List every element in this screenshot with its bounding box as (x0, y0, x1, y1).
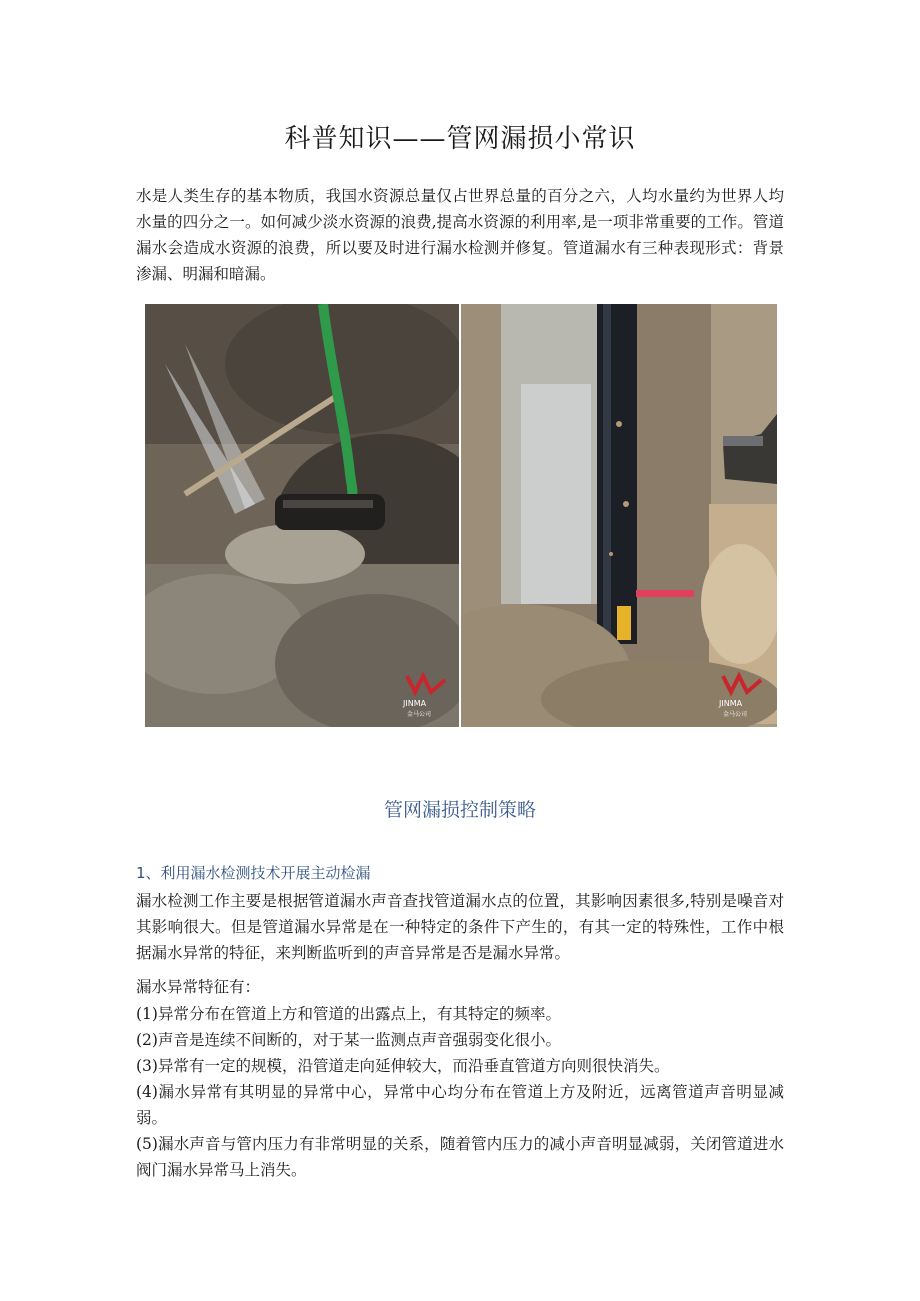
page-title: 科普知识——管网漏损小常识 (284, 124, 636, 154)
section-title: 管网漏损控制策略 (383, 799, 536, 821)
list-item: (3)异常有一定的规模，沿管道走向延伸较大，而沿垂直管道方向则很快消失。 (136, 1057, 670, 1075)
features-list (136, 1001, 784, 1183)
features-heading: 漏水异常特征有： (136, 978, 261, 996)
photo-pipe-trench (461, 304, 777, 727)
watermark-brand: JINMA (719, 699, 743, 708)
watermark-brand: JINMA (403, 699, 427, 708)
list-item: (1)异常分布在管道上方和管道的出露点上，有其特定的频率。 (136, 1005, 561, 1023)
list-item: (5)漏水声音与管内压力有非常明显的关系，随着管内压力的减小声音明显减弱，关闭管道进水阀门漏水异常马上消失。 (136, 1135, 784, 1179)
list-item: (4)漏水异常有其明显的异常中心，异常中心均分布在管道上方及附近，远离管道声音明显减弱。 (136, 1083, 784, 1127)
leak-photos (145, 304, 777, 727)
watermark-company: 金马公司 (407, 711, 432, 718)
intro-paragraph: 水是人类生存的基本物质，我国水资源总量仅占世界总量的百分之六，人均水量约为世界人均水量的四分之一。如何减少淡水资源的浪费,提高水资源的利用率,是一项非常重要的工作。管道漏水会造成水资源的浪费，所以要及时进行漏水检测并修复。管道漏水有三种表现形式：背景渗漏、明漏和暗漏。 (136, 187, 784, 283)
subsection-title: 1、利用漏水检测技术开展主动检漏 (136, 864, 371, 882)
list-item: (2)声音是连续不间断的，对于某一监测点声音强弱变化很小。 (136, 1031, 561, 1049)
subsection-paragraph: 漏水检测工作主要是根据管道漏水声音查找管道漏水点的位置，其影响因素很多,特别是噪音对其影响很大。但是管道漏水异常是在一种特定的条件下产生的，有其一定的特殊性，工作中根据漏水异常的特征，来判断监听到的声音异常是否是漏水异常。 (136, 892, 784, 962)
photo-spray-leak-image (145, 304, 459, 727)
watermark-company: 金马公司 (723, 711, 748, 718)
photo-pipe-trench-image (461, 304, 777, 727)
photo-spray-leak (145, 304, 459, 727)
